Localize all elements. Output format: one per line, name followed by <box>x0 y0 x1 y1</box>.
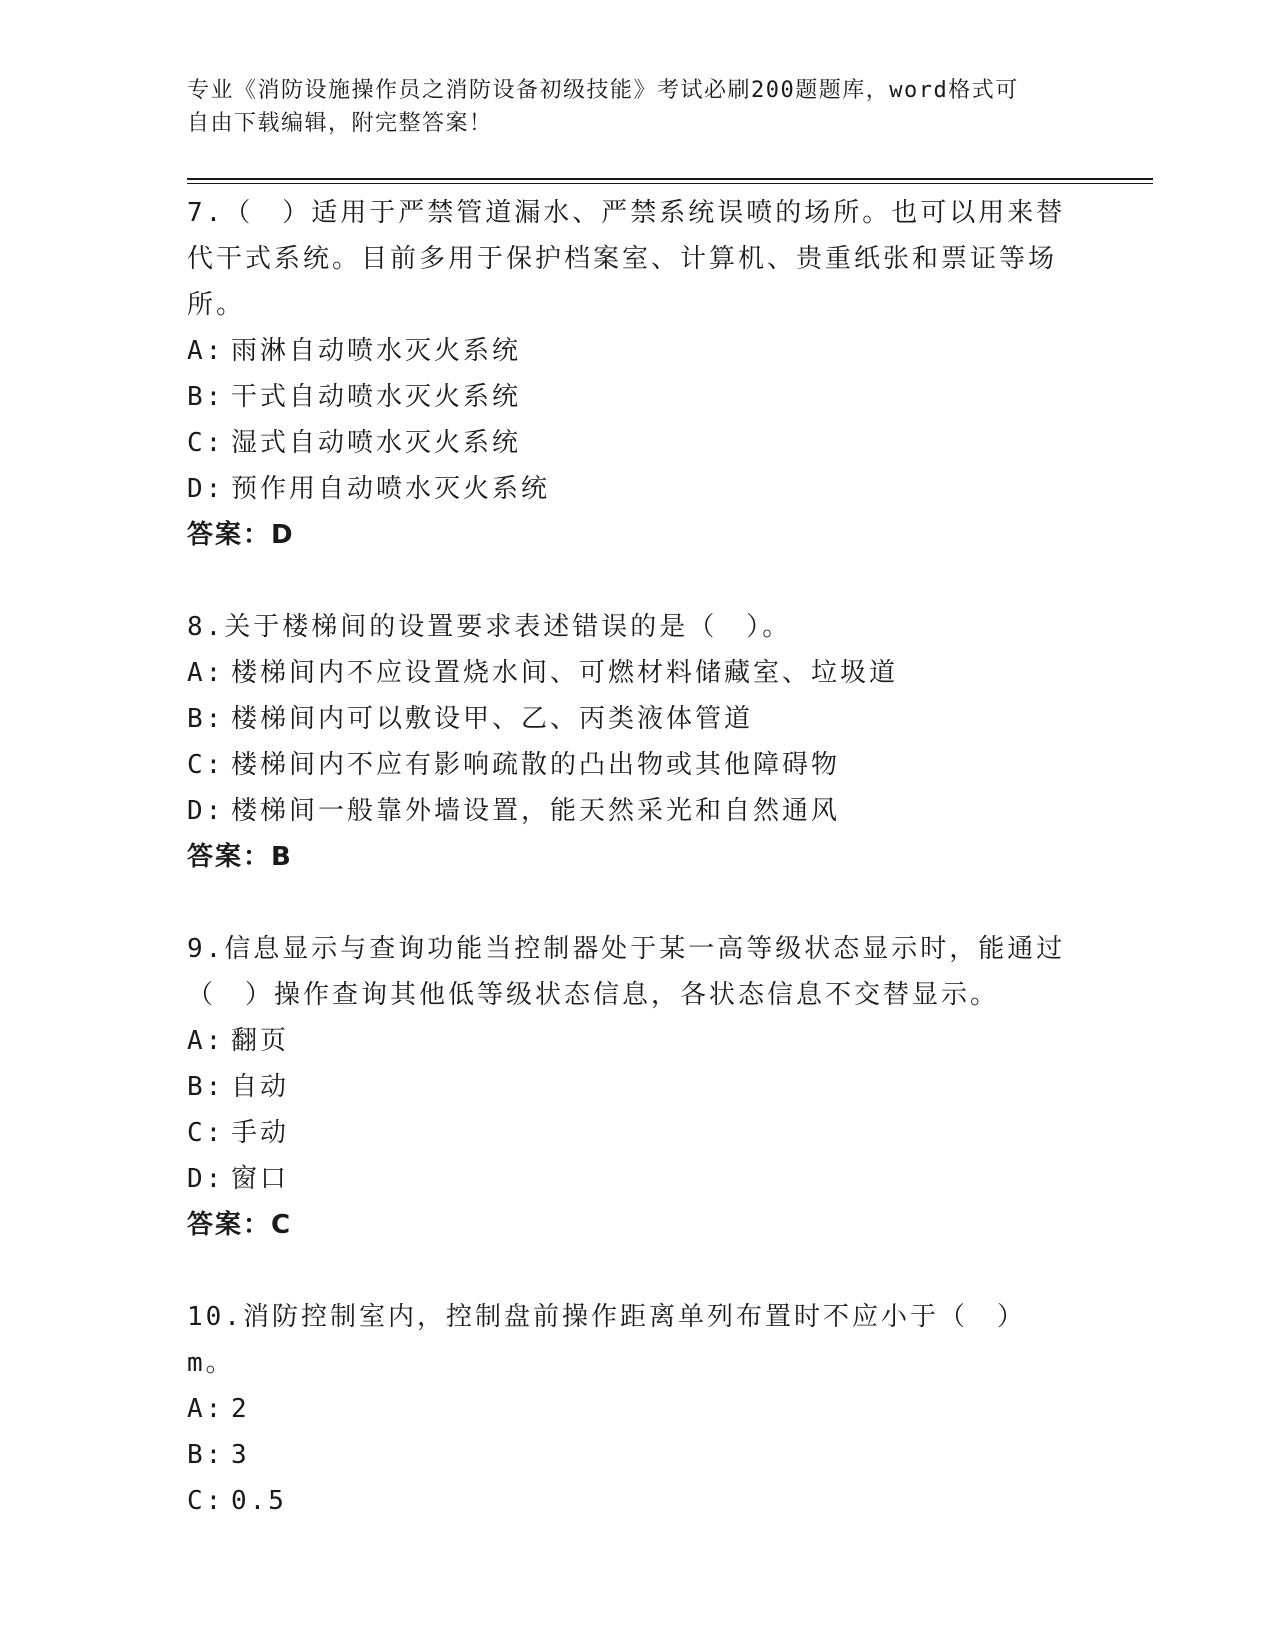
option-a <box>187 1386 1067 1432</box>
option-text: 0.5 <box>231 1486 287 1516</box>
header-rule-thin <box>187 183 1153 184</box>
option-c <box>187 1110 1067 1156</box>
option-key: C: <box>187 750 225 780</box>
option-key: A: <box>187 658 225 688</box>
option-text: 楼梯间内不应设置烧水间、可燃材料储藏室、垃圾道 <box>231 658 899 688</box>
option-key: A: <box>187 336 225 366</box>
option-d <box>187 1156 1067 1202</box>
option-key: B: <box>187 382 225 412</box>
option-key: C: <box>187 428 225 458</box>
option-key: B: <box>187 704 225 734</box>
answer-line: 答案：B <box>187 842 293 872</box>
option-text: 翻页 <box>231 1026 290 1056</box>
question-9 <box>187 926 1067 1248</box>
option-text: 预作用自动喷水灭火系统 <box>231 474 551 504</box>
header-line-1: 专业《消防设施操作员之消防设备初级技能》考试必刷200题题库，word格式可 <box>187 78 1019 103</box>
option-b <box>187 1432 1067 1478</box>
option-b <box>187 374 1067 420</box>
option-key: D: <box>187 796 225 826</box>
question-list <box>187 190 1067 1570</box>
option-a <box>187 328 1067 374</box>
option-key: D: <box>187 474 225 504</box>
option-text: 楼梯间一般靠外墙设置，能天然采光和自然通风 <box>231 796 841 826</box>
option-b <box>187 696 1067 742</box>
option-c <box>187 420 1067 466</box>
option-text: 干式自动喷水灭火系统 <box>231 382 522 412</box>
option-text: 2 <box>231 1394 250 1424</box>
option-key: B: <box>187 1440 225 1470</box>
option-d <box>187 466 1067 512</box>
option-a <box>187 1018 1067 1064</box>
document-header <box>187 74 1067 140</box>
question-text: 7.（ ）适用于严禁管道漏水、严禁系统误喷的场所。也可以用来替代干式系统。目前多用于保护档案室、计算机、贵重纸张和票证等场所。 <box>187 198 1066 320</box>
header-rule-thick <box>187 178 1153 180</box>
option-key: C: <box>187 1486 225 1516</box>
question-7 <box>187 190 1067 558</box>
option-text: 手动 <box>231 1118 290 1148</box>
option-text: 3 <box>231 1440 250 1470</box>
question-10 <box>187 1294 1067 1524</box>
option-c <box>187 1478 1067 1524</box>
option-key: C: <box>187 1118 225 1148</box>
header-line-2: 自由下载编辑，附完整答案！ <box>187 111 493 136</box>
option-a <box>187 650 1067 696</box>
question-text: 10.消防控制室内，控制盘前操作距离单列布置时不应小于（ ）m。 <box>187 1302 1026 1378</box>
option-text: 窗口 <box>231 1164 290 1194</box>
option-text: 自动 <box>231 1072 290 1102</box>
option-d <box>187 788 1067 834</box>
option-c <box>187 742 1067 788</box>
question-text: 8.关于楼梯间的设置要求表述错误的是（ ）。 <box>187 612 792 642</box>
answer-line: 答案：D <box>187 520 295 550</box>
question-8 <box>187 604 1067 880</box>
option-text: 湿式自动喷水灭火系统 <box>231 428 522 458</box>
question-text: 9.信息显示与查询功能当控制器处于某一高等级状态显示时，能通过（ ）操作查询其他低等级状态信息，各状态信息不交替显示。 <box>187 934 1066 1010</box>
option-key: A: <box>187 1026 225 1056</box>
option-b <box>187 1064 1067 1110</box>
option-text: 楼梯间内不应有影响疏散的凸出物或其他障碍物 <box>231 750 841 780</box>
option-key: B: <box>187 1072 225 1102</box>
option-text: 楼梯间内可以敷设甲、乙、丙类液体管道 <box>231 704 754 734</box>
option-key: D: <box>187 1164 225 1194</box>
option-text: 雨淋自动喷水灭火系统 <box>231 336 522 366</box>
option-key: A: <box>187 1394 225 1424</box>
answer-line: 答案：C <box>187 1210 293 1240</box>
